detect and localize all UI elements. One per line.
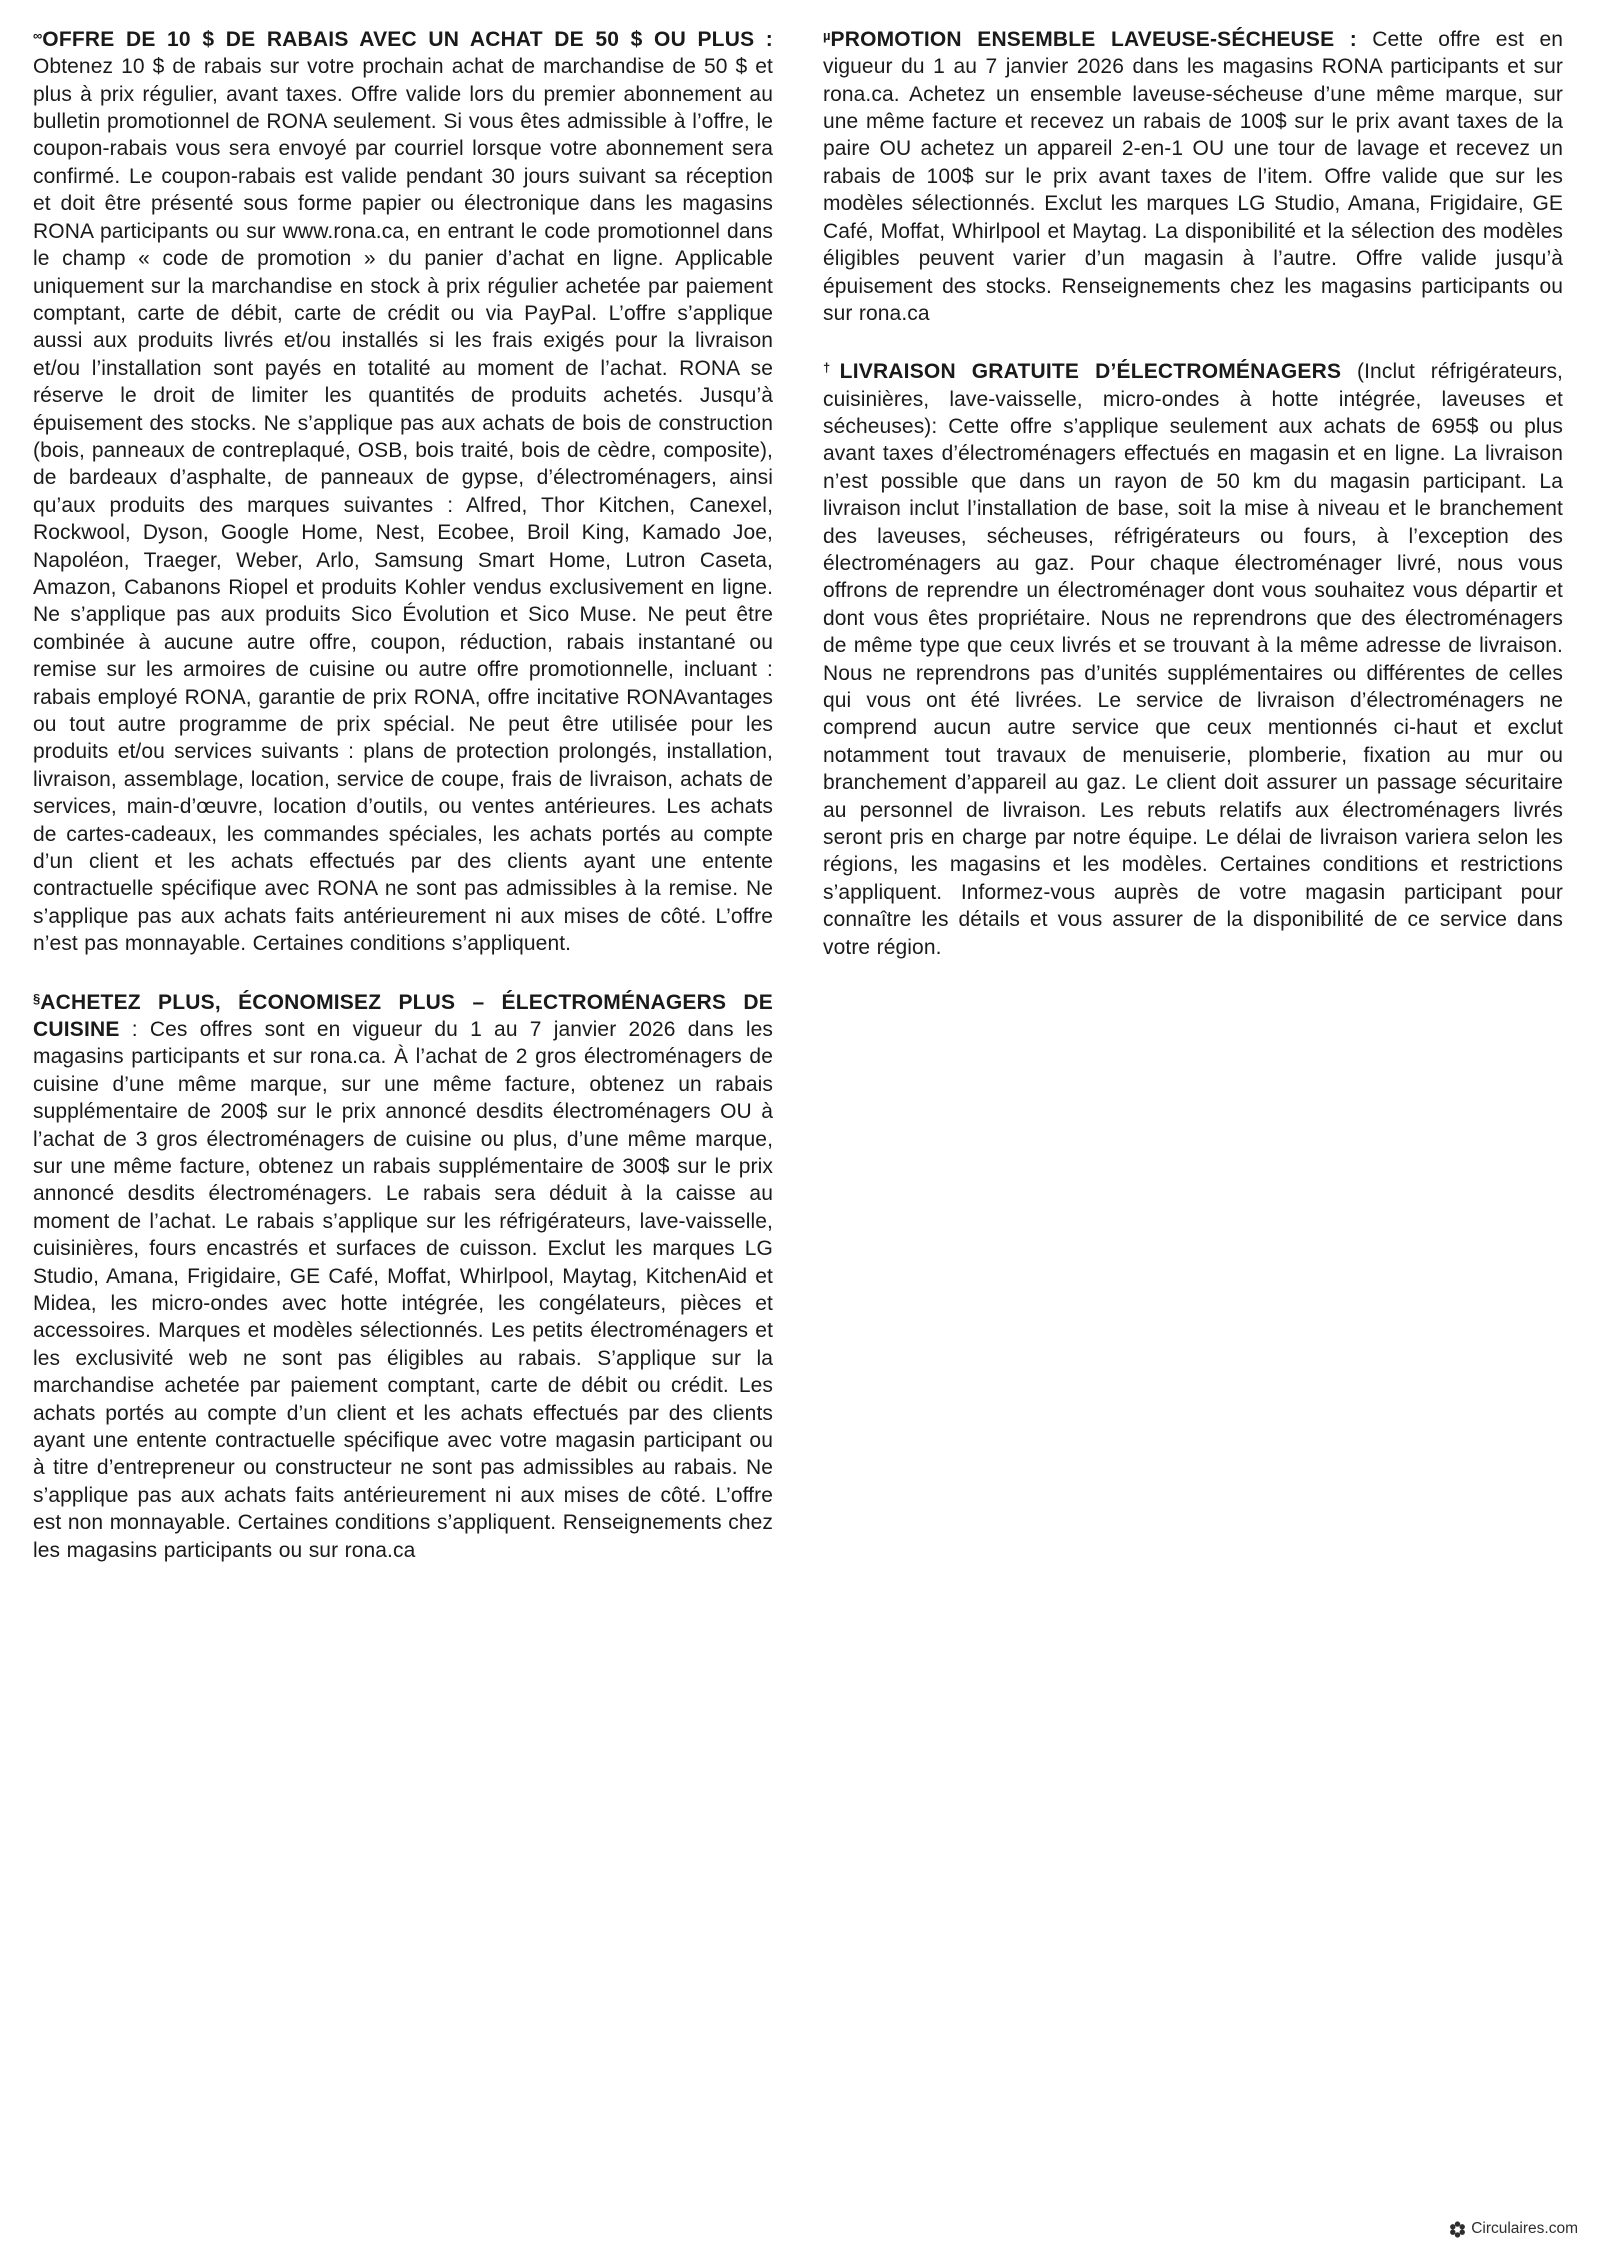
section-body: Cette offre est en vigueur du 1 au 7 janvier 2026 dans les magasins RONA participants et sur rona.ca. Achetez un ensemble laveuse-sécheuse d’une même marque, sur une même facture et recevez un rabais de 100$ sur le prix avant taxes de la paire OU achetez un appareil 2-en-1 OU une tour de lavage et recevez un rabais de 100$ sur le prix avant taxes de l’item. Offre valide que sur les modèles sélectionnés. Exclut les marques LG Studio, Amana, Frigidaire, GE Café, Moffat, Whirlpool et Maytag. La disponibilité et la sélection des modèles éligibles peuvent varier d’un magasin à l’autre. Offre valide jusqu’à épuisement des stocks. Renseignements chez les magasins participants ou sur rona.ca	[823, 27, 1563, 325]
legal-column-left	[33, 22, 773, 1591]
section-heading	[33, 28, 773, 51]
footnote-symbol: µ	[823, 28, 831, 43]
legal-section-achetez-plus	[33, 985, 773, 1564]
section-heading	[823, 28, 1357, 51]
legal-column-right	[823, 22, 1563, 1591]
legal-section-rabais-10	[33, 22, 773, 958]
section-heading-text: PROMOTION ENSEMBLE LAVEUSE-SÉCHEUSE :	[830, 27, 1357, 51]
legal-section-livraison-gratuite	[823, 354, 1563, 961]
section-heading-text: ACHETEZ PLUS, ÉCONOMISEZ PLUS – ÉLECTROMÉNAGERS DE CUISINE	[33, 990, 773, 1041]
section-heading-text: LIVRAISON GRATUITE D’ÉLECTROMÉNAGERS	[839, 360, 1342, 384]
footnote-symbol: †	[823, 360, 840, 376]
footer-brand: Circulaires.com	[1471, 2220, 1578, 2237]
section-heading-text: OFFRE DE 10 $ DE RABAIS AVEC UN ACHAT DE 50 $ OU PLUS :	[42, 27, 773, 51]
footnote-symbol: ∞	[33, 28, 43, 43]
section-heading	[823, 360, 1341, 383]
section-body: : Ces offres sont en vigueur du 1 au 7 janvier 2026 dans les magasins participants et sur rona.ca. À l’achat de 2 gros électroménagers de cuisine d’une même marque, sur une même facture, obtenez un rabais supplémentaire de 200$ sur le prix annoncé desdits électroménagers OU à l’achat de 3 gros électroménagers de cuisine ou plus, d’une même marque, sur une même facture, obtenez un rabais supplémentaire de 300$ sur le prix annoncé desdits électroménagers. Le rabais sera déduit à la caisse au moment de l’achat. Le rabais s’applique sur les réfrigérateurs, lave-vaisselle, cuisinières, fours encastrés et surfaces de cuisson. Exclut les marques LG Studio, Amana, Frigidaire, GE Café, Moffat, Whirlpool, Maytag, KitchenAid et Midea, les micro-ondes avec hotte intégrée, les congélateurs, pièces et accessoires. Marques et modèles sélectionnés. Les petits électroménagers et les exclusivité web ne sont pas éligibles au rabais. S’applique sur la marchandise achetée par paiement comptant, carte de débit ou crédit. Les achats portés au compte d’un client et les achats effectués par des clients ayant une entente contractuelle spécifique avec votre magasin participant ou à titre d’entrepreneur ou constructeur ne sont pas admissibles au rabais. Ne s’applique pas aux achats faits antérieurement ni aux mises de côté. L’offre est non monnayable. Certaines conditions s’appliquent. Renseignements chez les magasins participants ou sur rona.ca	[33, 1017, 774, 1562]
footnote-symbol: §	[33, 990, 41, 1006]
section-body: (Inclut réfrigérateurs, cuisinières, lave-vaisselle, micro-ondes à hotte intégrée, laveuses et sécheuses): Cette offre s’applique seulement aux achats de 695$ ou plus avant taxes d’électroménagers effectués en magasin et en ligne. La livraison n’est possible que dans un rayon de 50 km du magasin participant. La livraison inclut l’installation de base, soit la mise à niveau et le branchement des laveuses, sécheuses, réfrigérateurs ou fours, à l’exception des électroménagers au gaz. Pour chaque électroménager livré, nous vous offrons de reprendre un électroménager dont vous souhaitez vous départir et dont vous êtes propriétaire. Nous ne reprendrons que des électroménagers de même type que ceux livrés et se trouvant à la même adresse de livraison. Nous ne reprendrons pas d’unités supplémentaires ou différentes de celles qui vous ont été livrées. Le service de livraison d’électroménagers ne comprend aucun autre service que ceux mentionnés ci-haut et exclut notamment tout travaux de menuiserie, plomberie, fixation au mur ou branchement d’appareil au gaz. Le client doit assurer un passage sécuritaire au personnel de livraison. Les rebuts relatifs aux électroménagers livrés seront pris en charge par notre équipe. Le délai de livraison variera selon les régions, les magasins et les modèles. Certaines conditions et restrictions s’appliquent. Informez-vous auprès de votre magasin participant pour connaître les détails et vous assurer de la disponibilité de ce service dans votre région.	[823, 360, 1563, 959]
footer-watermark	[1449, 2220, 1578, 2238]
legal-section-laveuse-secheuse	[823, 22, 1563, 327]
flower-icon	[1449, 2221, 1466, 2238]
section-body: Obtenez 10 $ de rabais sur votre prochain achat de marchandise de 50 $ et plus à prix régulier, avant taxes. Offre valide lors du premier abonnement au bulletin promotionnel de RONA seulement. Si vous êtes admissible à l’offre, le coupon-rabais vous sera envoyé par courriel lorsque votre abonnement sera confirmé. Le coupon-rabais est valide pendant 30 jours suivant sa réception et doit être présenté sous forme papier ou électronique dans les magasins RONA participants ou sur www.rona.ca, en entrant le code promotionnel dans le champ « code de promotion » du panier d’achat en ligne. Applicable uniquement sur la marchandise en stock à prix régulier achetée par paiement comptant, carte de débit, carte de crédit ou via PayPal. L’offre s’applique aussi aux produits livrés et/ou installés si les frais exigés pour la livraison et/ou l’installation sont payés en totalité au moment de l’achat. RONA se réserve le droit de limiter les quantités de produits achetés. Jusqu’à épuisement des stocks. Ne s’applique pas aux achats de bois de construction (bois, panneaux de contreplaqué, OSB, bois traité, bois de cèdre, composite), de bardeaux d’asphalte, de panneaux de gypse, d’électroménagers, ainsi qu’aux produits des marques suivantes : Alfred, Thor Kitchen, Canexel, Rockwool, Dyson, Google Home, Nest, Ecobee, Broil King, Kamado Joe, Napoléon, Traeger, Weber, Arlo, Samsung Smart Home, Lutron Caseta, Amazon, Cabanons Riopel et produits Kohler vendus exclusivement en ligne. Ne s’applique pas aux produits Sico Évolution et Sico Muse. Ne peut être combinée à aucune autre offre, coupon, réduction, rabais instantané ou remise sur les armoires de cuisine ou autre offre promotionnelle, incluant : rabais employé RONA, garantie de prix RONA, offre incitative RONAvantages ou tout autre programme de prix spécial. Ne peut être utilisée pour les produits et/ou services suivants : plans de protection prolongés, installation, livraison, assemblage, location, service de coupe, frais de livraison, achats de services, main-d’œuvre, location d’outils, ou ventes antérieures. Les achats de cartes-cadeaux, les commandes spéciales, les achats portés au compte d’un client et les achats effectués par des clients ayant une entente contractuelle spécifique avec RONA ne sont pas admissibles à la remise. Ne s’applique pas aux achats faits antérieurement ni aux mises de côté. L’offre n’est pas monnayable. Certaines conditions s’appliquent.	[33, 55, 773, 956]
